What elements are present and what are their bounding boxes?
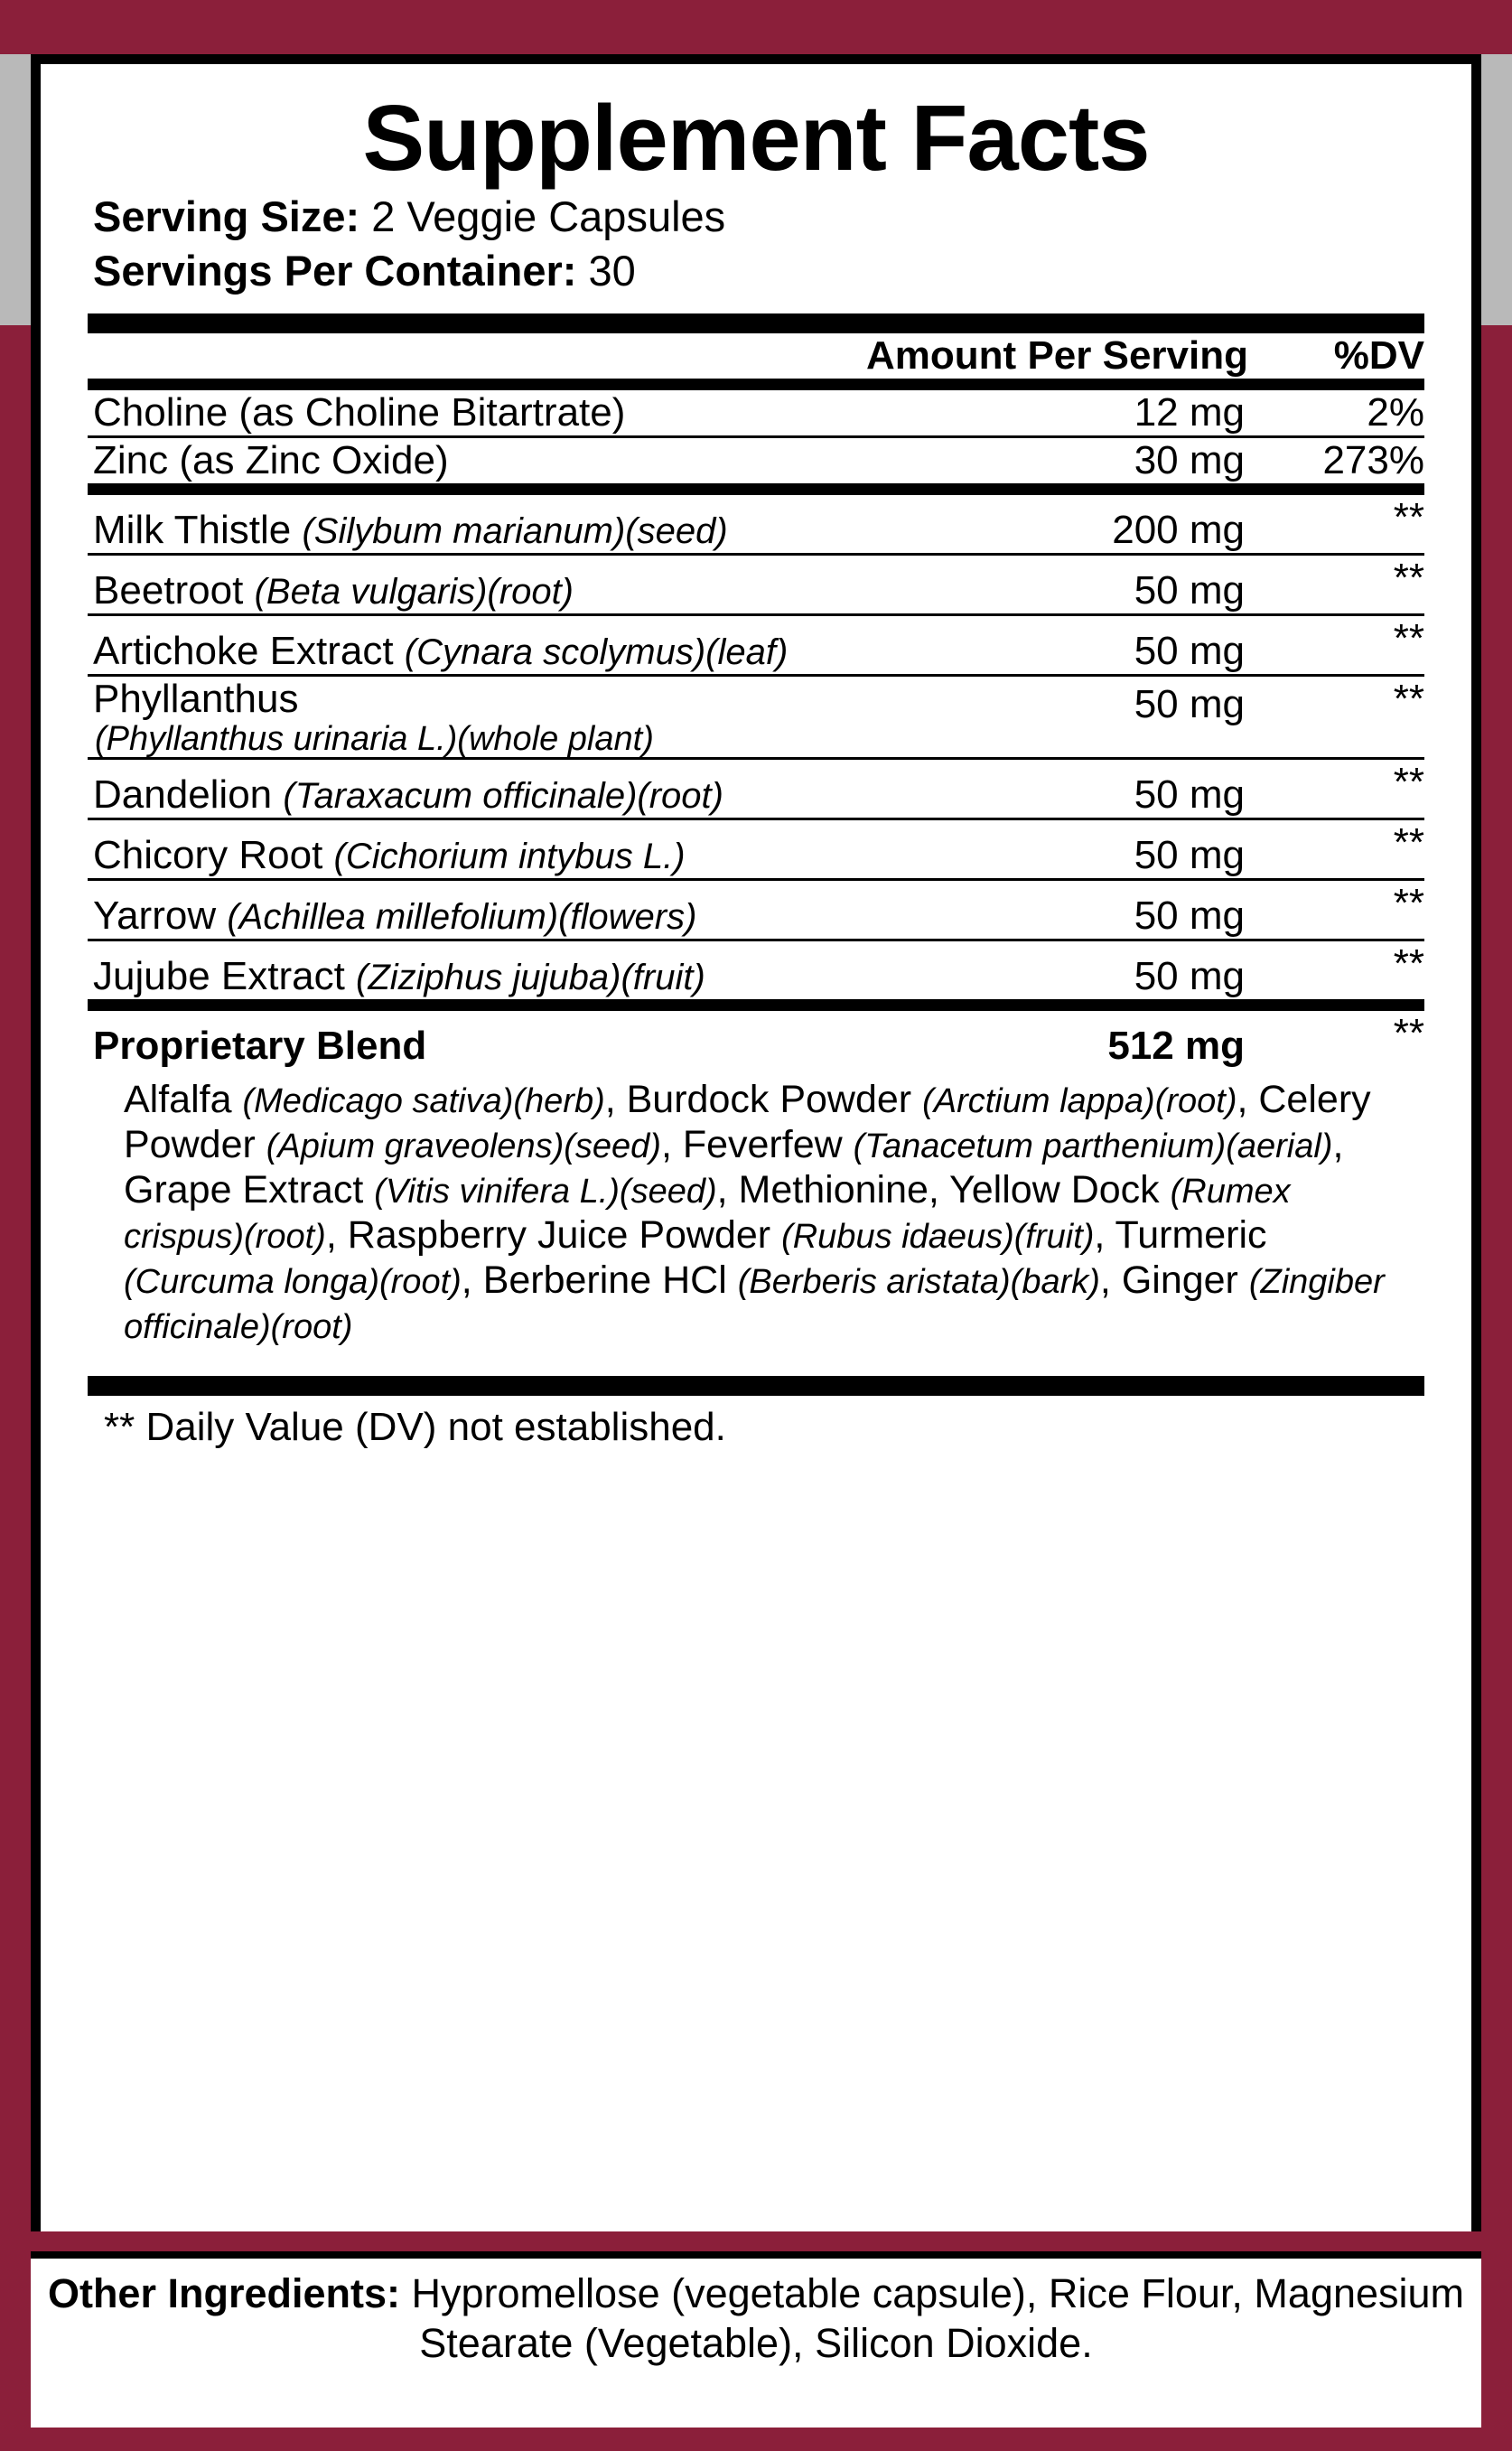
row-name: Chicory Root (Cichorium intybus L.) (93, 833, 686, 878)
row-dv: 2% (1367, 389, 1424, 435)
blend-dv: ** (1393, 1011, 1424, 1056)
row-name: Phyllanthus (Phyllanthus urinaria L.)(whole plant) (88, 677, 947, 758)
row-amount: 50 mg (1134, 772, 1245, 818)
row-amount: 12 mg (1134, 389, 1245, 435)
table-row (88, 556, 1424, 613)
decorative-lower-band (0, 2231, 1512, 2251)
divider-medium (88, 379, 1424, 390)
other-ingredients (31, 2269, 1481, 2369)
table-row (88, 438, 1424, 483)
row-name: Artichoke Extract (Cynara scolymus)(leaf) (93, 628, 789, 673)
facts-table (88, 333, 1424, 379)
row-name: Milk Thistle (Silybum marianum)(seed) (93, 507, 728, 552)
table-row (88, 820, 1424, 878)
servings-per-container-line (93, 244, 1424, 298)
row-amount: 50 mg (1134, 833, 1245, 878)
proprietary-blend-row (88, 1011, 1424, 1069)
daily-value-note: ** Daily Value (DV) not established. (104, 1404, 726, 1449)
row-amount: 50 mg (1134, 567, 1245, 613)
row-scientific-name: (Cichorium intybus L.) (333, 837, 686, 877)
row-name: Dandelion (Taraxacum officinale)(root) (93, 772, 723, 818)
decorative-top-band (0, 0, 1512, 54)
row-dv: 273% (1322, 437, 1424, 482)
table-row (88, 760, 1424, 818)
blend-name: Proprietary Blend (93, 1024, 427, 1069)
row-name: Yarrow (Achillea millefolium)(flowers) (93, 893, 697, 939)
decorative-right-grey-band (1481, 54, 1512, 325)
page-title: Supplement Facts (362, 86, 1150, 190)
row-dv: ** (1393, 615, 1424, 660)
row-scientific-name: (Achillea millefolium)(flowers) (227, 897, 697, 938)
row-scientific-name: (Silybum marianum)(seed) (302, 510, 728, 551)
column-header-amount: Amount Per Serving (866, 332, 1248, 378)
row-scientific-name: (Cynara scolymus)(leaf) (404, 631, 789, 672)
table-row (88, 390, 1424, 435)
table-row (88, 495, 1424, 553)
row-dv: ** (1393, 555, 1424, 600)
divider-thick-top (88, 313, 1424, 333)
other-ingredients-label: Other Ingredients: (47, 2270, 400, 2316)
column-header-dv: %DV (1333, 332, 1424, 378)
decorative-left-grey-band (0, 54, 31, 325)
row-amount: 50 mg (1134, 893, 1245, 939)
row-name: Jujube Extract (Ziziphus jujuba)(fruit) (93, 954, 705, 999)
blend-amount: 512 mg (1107, 1024, 1245, 1069)
table-header-row (88, 333, 1424, 379)
row-amount: 50 mg (1134, 681, 1245, 726)
decorative-left-band (0, 0, 31, 2451)
blend-ingredients: Alfalfa (Medicago sativa)(herb), Burdock Powder (Arctium lappa)(root), Celery Powder (Apium graveolens)(seed), Feverfew (Tanacetum parthenium)(aerial), Grape Extract (Vitis vinifera L.)(seed), Methionine, Yellow Dock (Rumex crispus)(root), Raspberry Juice Powder (Rubus idaeus)(fruit), Turmeric (Curcuma longa)(root), Berberine HCl (Berberis aristata)(bark), Ginger (Zingiber officinale)(root) (124, 1078, 1385, 1346)
servings-per-container-label: Servings Per Container: (93, 247, 577, 295)
row-dv: ** (1393, 941, 1424, 987)
row-amount: 200 mg (1112, 507, 1245, 552)
row-dv: ** (1393, 676, 1424, 721)
serving-size-line (93, 190, 1424, 244)
row-scientific-name: (Phyllanthus urinaria L.)(whole plant) (95, 719, 654, 758)
row-dv: ** (1393, 881, 1424, 926)
serving-size-value: 2 Veggie Capsules (371, 192, 726, 241)
row-name: Choline (as Choline Bitartrate) (93, 389, 626, 435)
row-name: Zinc (as Zinc Oxide) (93, 437, 449, 482)
row-scientific-name: (Beta vulgaris)(root) (254, 571, 574, 612)
servings-per-container-value: 30 (588, 247, 636, 295)
row-scientific-name: (Ziziphus jujuba)(fruit) (356, 958, 705, 998)
row-dv: ** (1393, 494, 1424, 539)
header-spacer (88, 333, 673, 379)
divider-thick-bottom (88, 1376, 1424, 1396)
row-scientific-name: (Taraxacum officinale)(root) (283, 776, 723, 817)
row-amount: 30 mg (1134, 437, 1245, 482)
table-row (88, 677, 1424, 758)
decorative-bottom-band (0, 2428, 1512, 2451)
row-dv: ** (1393, 760, 1424, 805)
other-ingredients-value: Hypromellose (vegetable capsule), Rice Flour, Magnesium Stearate (Vegetable), Silicon Dioxide. (411, 2270, 1465, 2366)
table-row (88, 941, 1424, 999)
row-divider (88, 483, 1424, 495)
row-name: Beetroot (Beta vulgaris)(root) (93, 567, 574, 613)
row-amount: 50 mg (1134, 954, 1245, 999)
nutrient-rows (88, 390, 1424, 1070)
row-dv: ** (1393, 820, 1424, 865)
decorative-right-band (1481, 0, 1512, 2451)
table-row (88, 616, 1424, 674)
row-divider (88, 999, 1424, 1011)
facts-panel (31, 54, 1481, 2259)
table-row (88, 881, 1424, 939)
row-amount: 50 mg (1134, 628, 1245, 673)
serving-size-label: Serving Size: (93, 192, 360, 241)
